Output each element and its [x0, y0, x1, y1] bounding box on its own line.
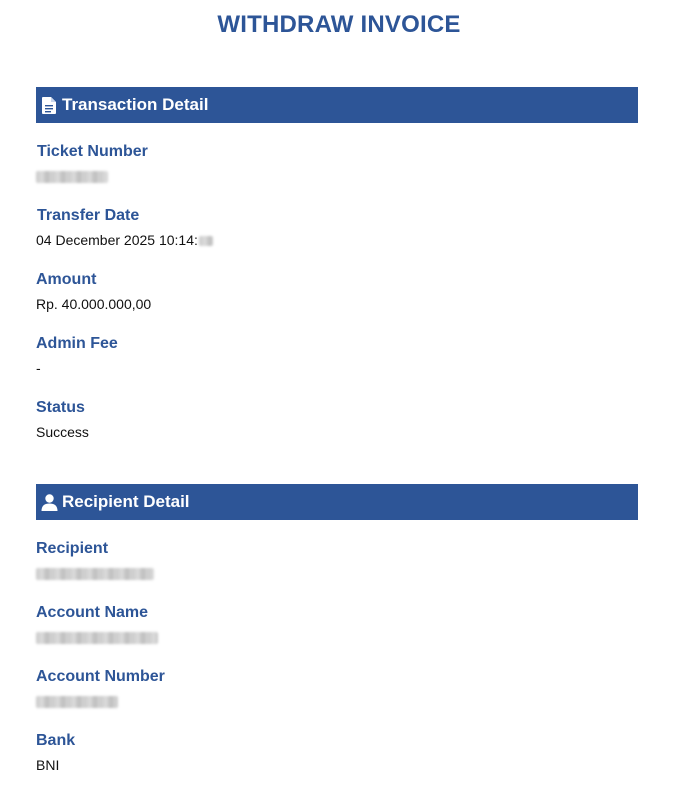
transfer-date-label: Transfer Date — [37, 207, 140, 224]
amount-value: Rp. 40.000.000,00 — [36, 296, 152, 312]
bank-label: Bank — [36, 732, 76, 749]
recipient-detail-title: Recipient Detail — [62, 492, 190, 511]
admin-fee-field — [36, 334, 596, 376]
account-name-value — [36, 629, 596, 645]
transfer-date-field — [36, 206, 596, 248]
status-field — [36, 398, 596, 440]
admin-fee-label: Admin Fee — [36, 335, 118, 352]
status-value: Success — [36, 424, 89, 440]
redacted-account-number — [36, 696, 118, 708]
account-number-label: Account Number — [36, 668, 165, 685]
transfer-date-value — [36, 232, 596, 248]
redacted-recipient — [36, 568, 154, 580]
account-number-field — [36, 667, 596, 709]
transfer-date-text: 04 December 2025 10:14: — [36, 232, 198, 248]
account-name-label: Account Name — [36, 604, 149, 621]
user-icon — [40, 492, 58, 512]
redacted-account-name — [36, 632, 158, 644]
amount-label: Amount — [36, 271, 97, 288]
document-icon — [40, 95, 58, 115]
transaction-detail-header — [36, 87, 638, 123]
status-label: Status — [36, 399, 85, 416]
bank-field — [36, 731, 596, 773]
account-name-field — [36, 603, 596, 645]
amount-field — [36, 270, 596, 312]
bank-value: BNI — [36, 757, 60, 773]
ticket-number-field — [36, 142, 596, 184]
recipient-field — [36, 539, 596, 581]
account-number-value — [36, 693, 596, 709]
admin-fee-value: - — [36, 360, 41, 376]
page-title: WITHDRAW INVOICE — [217, 11, 461, 38]
recipient-detail-header — [36, 484, 638, 520]
recipient-label: Recipient — [36, 540, 109, 557]
redacted-seconds — [199, 236, 213, 246]
redacted-ticket-number — [36, 171, 108, 183]
ticket-number-value — [36, 168, 596, 184]
recipient-value — [36, 565, 596, 581]
transaction-detail-title: Transaction Detail — [62, 95, 209, 114]
ticket-number-label: Ticket Number — [37, 143, 148, 160]
